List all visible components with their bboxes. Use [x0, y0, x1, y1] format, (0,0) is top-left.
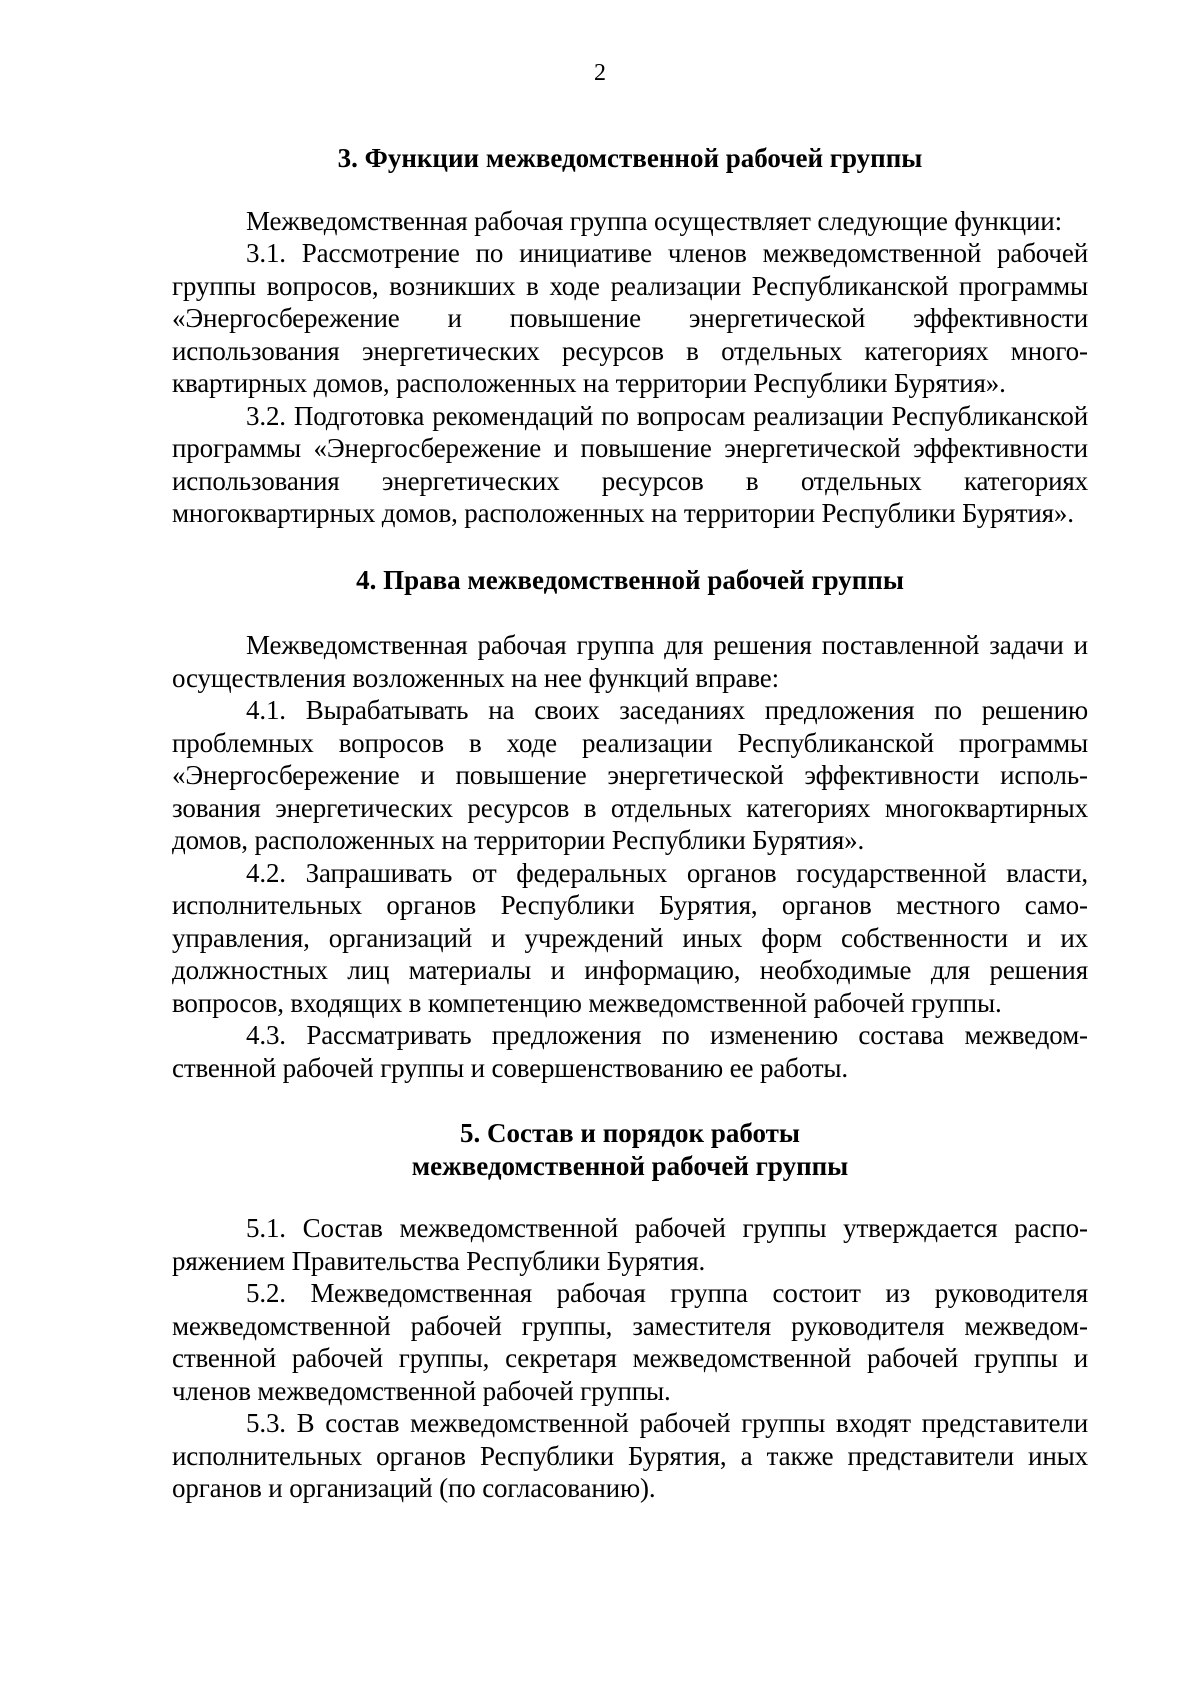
paragraph-5-3: 5.3. В состав межведомственной рабочей группы входят представители исполнительных органов Республики Бурятия, а также представители иных органов и организаций (по согласованию).: [172, 1408, 1088, 1503]
paragraph-4-3: 4.3. Рассматривать предложения по изменению состава межведомственной рабочей группы и совершенствованию ее работы.: [172, 1020, 1088, 1083]
paragraph-5-1: 5.1. Состав межведомственной рабочей группы утверждается распоряжением Правительства Республики Бурятия.: [172, 1213, 1088, 1276]
section-3-title: 3. Функции межведомственной рабочей группы: [337, 143, 923, 173]
paragraph-5-2: 5.2. Межведомственная рабочая группа состоит из руководителя межведомственной рабочей группы, заместителя руководителя межведомственной рабочей группы, секретаря межведомственной рабочей группы и членов межведомственной рабочей группы.: [172, 1278, 1088, 1406]
paragraph-4-1: 4.1. Вырабатывать на своих заседаниях предложения по решению проблемных вопросов в ходе реализации Республиканской программы «Энергосбережение и повышение энергетической эффективности использования энергетических ресурсов в отдельных категориях многоквартирных домов, расположенных на территории Республики Бурятия».: [172, 695, 1088, 855]
section-5-title-line-2: межведомственной рабочей группы: [411, 1150, 849, 1181]
section-5-composition: [172, 1117, 1088, 1505]
paragraph-4-2: 4.2. Запрашивать от федеральных органов государственной власти, исполнительных органов Республики Бурятия, органов местного самоуправления, организаций и учреждений иных форм собственности и их должностных лиц материалы и информацию, необходимые для решения вопросов, входящих в компетенцию межведомственной рабочей группы.: [172, 857, 1088, 1018]
page-number: 2: [594, 60, 606, 86]
paragraph-4-intro: Межведомственная рабочая группа для решения поставленной задачи и осуществления возложенных на нее функций вправе:: [172, 630, 1088, 693]
paragraph-3-1: 3.1. Рассмотрение по инициативе членов межведомственной рабочей группы вопросов, возникших в ходе реализации Республиканской программы «Энергосбережение и повышение энергетической эффективности использования энергетических ресурсов в отдельных категориях многоквартирных домов, расположенных на территории Республики Бурятия».: [172, 238, 1088, 398]
section-4-rights: [172, 564, 1088, 1085]
section-4-title: 4. Права межведомственной рабочей группы: [356, 564, 904, 595]
paragraph-3-2: 3.2. Подготовка рекомендаций по вопросам реализации Республиканской программы «Энергосбережение и повышение энергетической эффективности использования энергетических ресурсов в отдельных категориях многоквартирных домов, расположенных на территории Республики Бурятия».: [172, 400, 1088, 528]
section-5-title-line-1: 5. Состав и порядок работы: [459, 1118, 800, 1148]
section-5-title: [172, 1117, 1088, 1182]
document-body: [172, 142, 1088, 1505]
paragraph-3-intro: Межведомственная рабочая группа осуществляет следующие функции:: [246, 205, 1062, 236]
section-3-functions: [172, 142, 1088, 530]
